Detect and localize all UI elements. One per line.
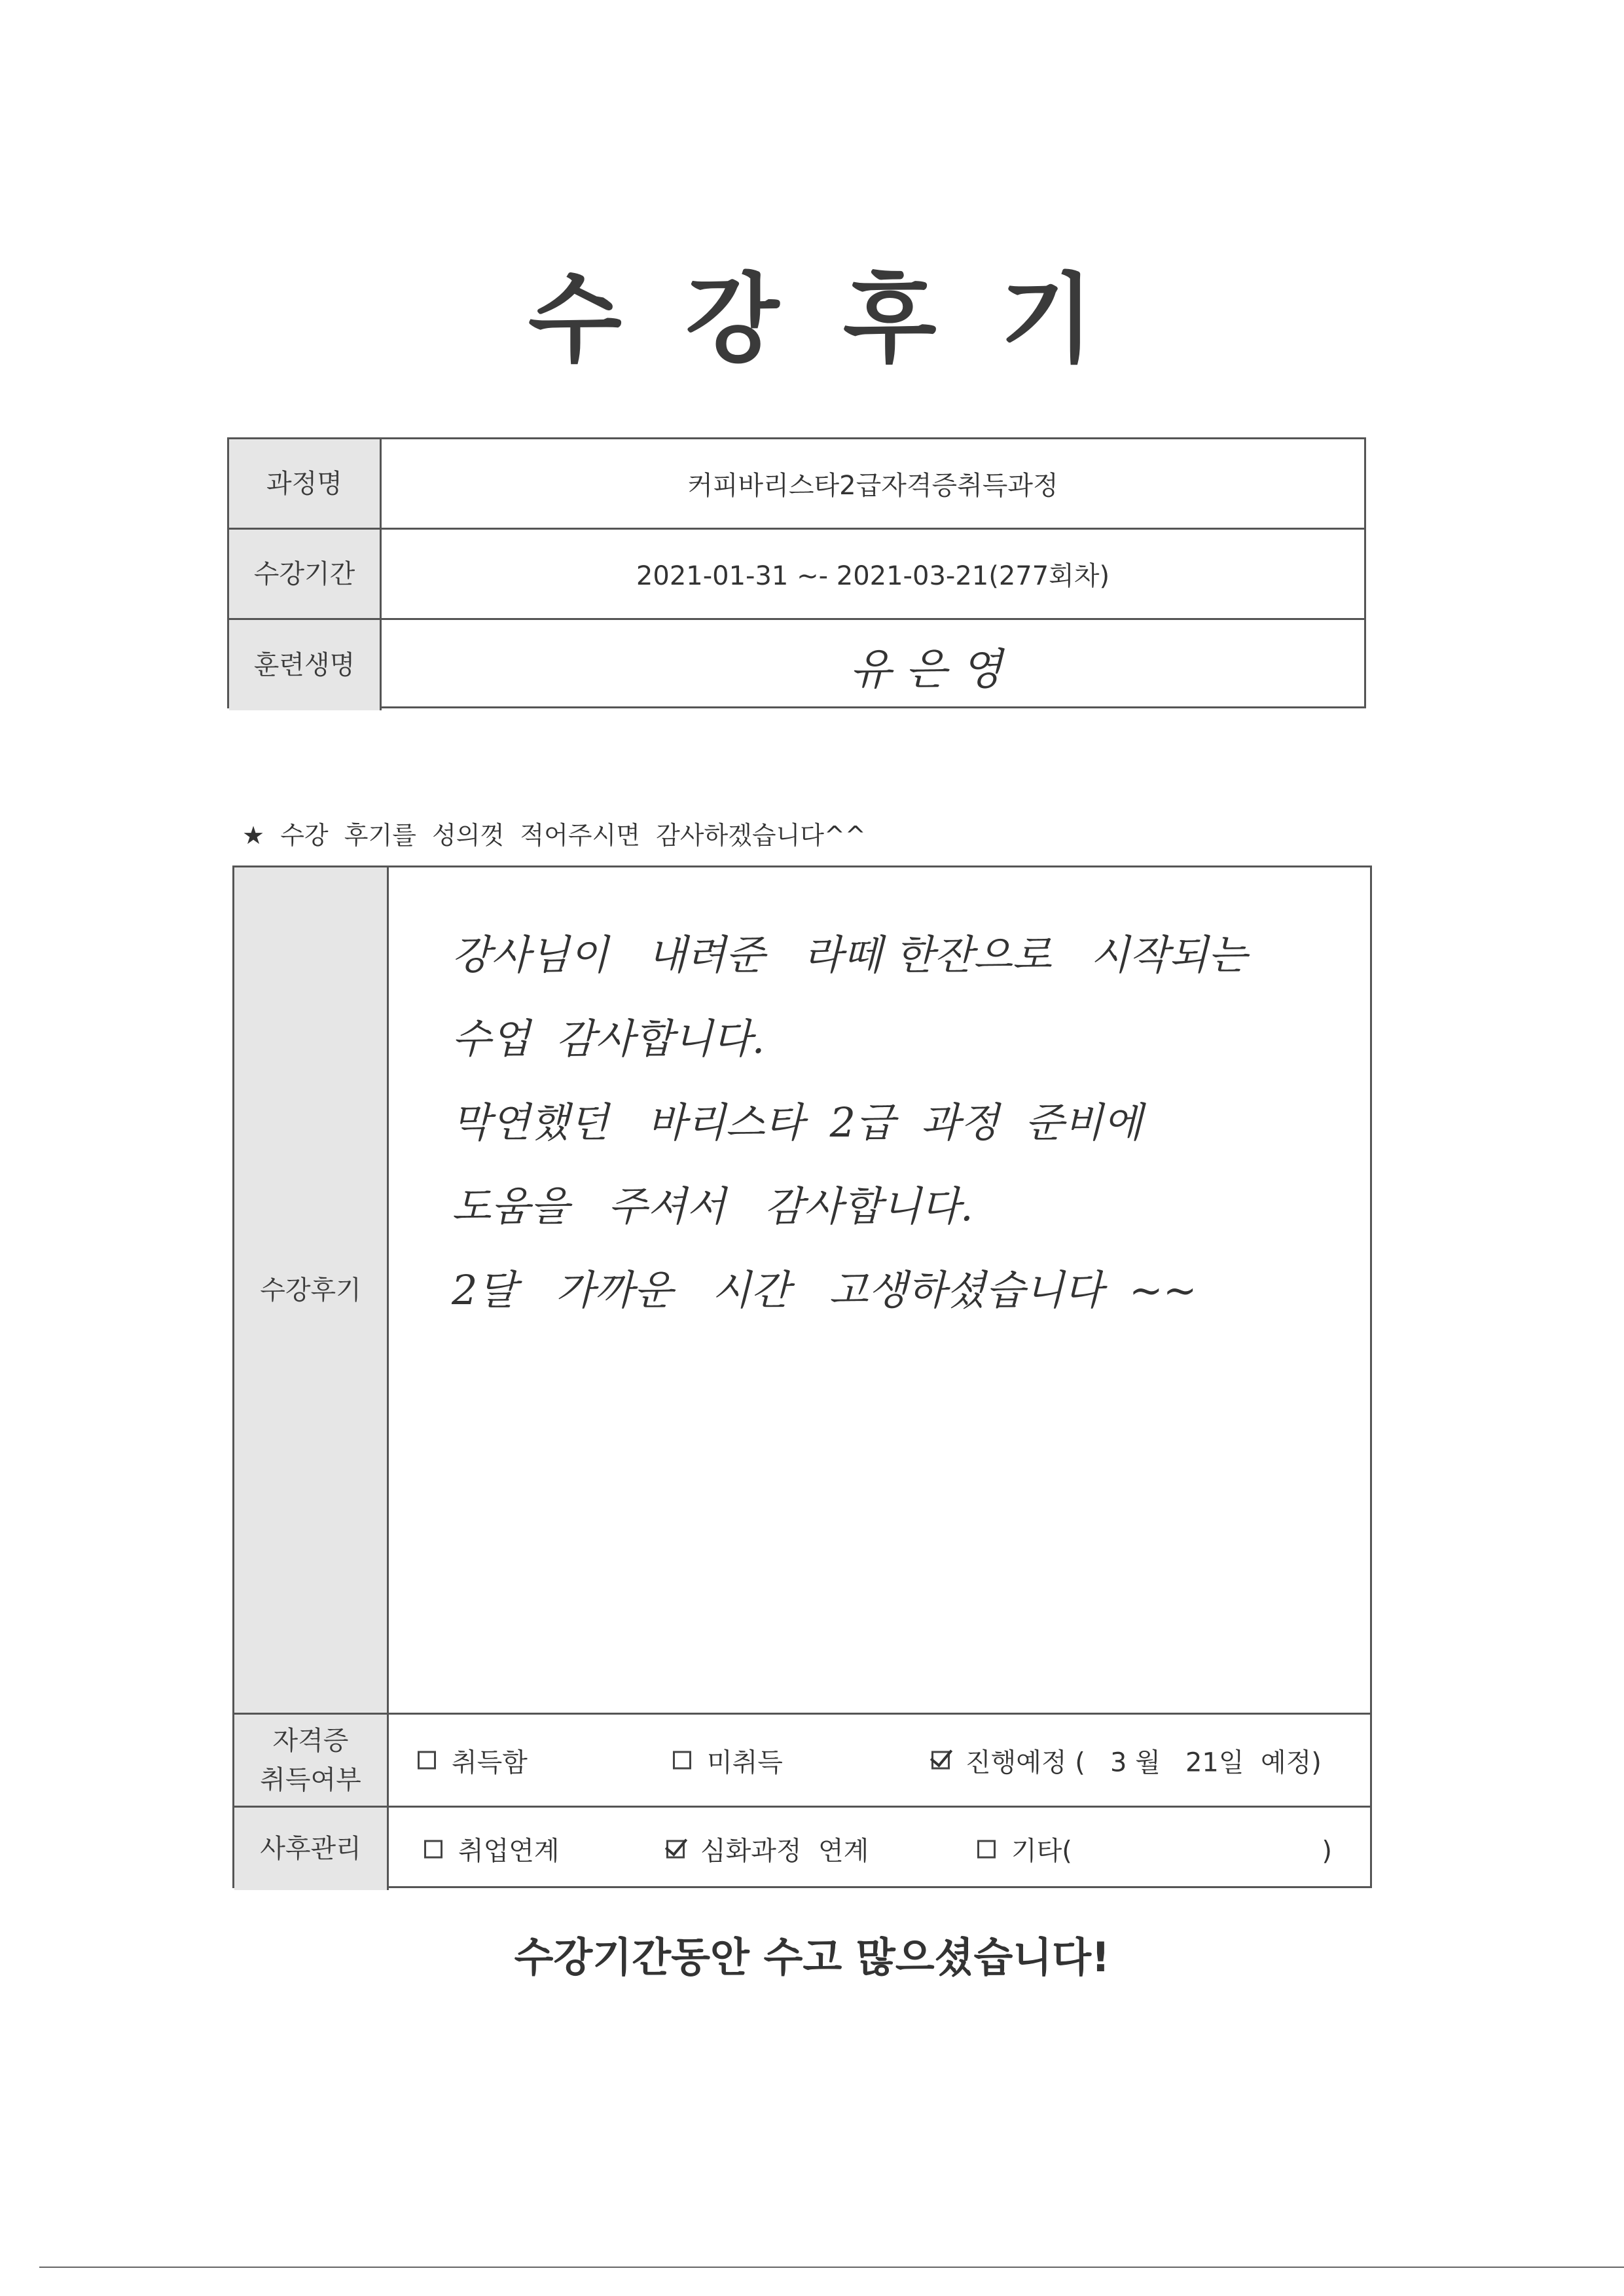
aftercare-option-employment[interactable]	[424, 1831, 560, 1868]
course-info-table	[227, 437, 1366, 708]
checkbox-checked-icon	[666, 1840, 685, 1858]
course-row	[229, 439, 1364, 530]
footer-divider	[39, 2267, 1624, 2268]
review-label: 수강후기	[234, 867, 389, 1713]
option-label: 기타( )	[1011, 1836, 1332, 1867]
trainee-name-field[interactable]	[382, 620, 1364, 710]
option-label: 심화과정 연계	[700, 1836, 869, 1867]
page-title: 수 강 후 기	[528, 263, 1096, 376]
option-label: 취업연계	[458, 1836, 560, 1867]
trainee-row	[229, 620, 1364, 710]
review-line: 수업 감사합니다.	[452, 1015, 765, 1063]
certificate-label	[234, 1715, 389, 1806]
certificate-label-line1: 자격증	[272, 1725, 349, 1756]
checkbox-checked-icon	[931, 1751, 950, 1770]
period-value: 2021-01-31 ~- 2021-03-21(277회차)	[636, 561, 1110, 591]
trainee-label: 훈련생명	[229, 620, 382, 710]
certificate-label-line2: 취득여부	[260, 1764, 361, 1795]
course-value: 커피바리스타2급자격증취득과정	[687, 471, 1058, 501]
certificate-row	[234, 1715, 1370, 1808]
certificate-option-acquired[interactable]	[418, 1741, 528, 1779]
aftercare-option-advanced-course[interactable]	[666, 1831, 869, 1868]
period-row	[229, 530, 1364, 620]
option-label: 미취득	[707, 1747, 783, 1777]
review-handwritten-text	[452, 913, 1247, 1332]
course-label: 과정명	[229, 439, 382, 528]
review-line: 도움을 주셔서 감사합니다.	[452, 1182, 973, 1230]
notice-text: ★ 수강 후기를 성의껏 적어주시면 감사하겠습니다^^	[242, 821, 866, 850]
aftercare-label: 사후관리	[234, 1808, 389, 1890]
checkbox-icon	[418, 1751, 436, 1770]
review-line: 막연했던 바리스타 2급 과정 준비에	[452, 1099, 1143, 1146]
checkbox-icon	[424, 1840, 442, 1858]
option-label: 취득함	[452, 1747, 528, 1777]
closing-message: 수강기간동안 수고 많으셨습니다!	[514, 1933, 1110, 1981]
certificate-option-in-progress[interactable]	[931, 1741, 1322, 1779]
certificate-option-not-acquired[interactable]	[673, 1741, 783, 1779]
period-label: 수강기간	[229, 530, 382, 618]
trainee-name-handwritten: 유 은 영	[850, 644, 1003, 695]
aftercare-row	[234, 1808, 1370, 1890]
option-label: 진행예정 ( 3 월 21일 예정)	[965, 1747, 1322, 1777]
checkbox-icon	[673, 1751, 691, 1770]
checkbox-icon	[977, 1840, 996, 1858]
review-line: 2달 가까운 시간 고생하셨습니다 ~~	[452, 1266, 1197, 1314]
aftercare-option-other[interactable]	[977, 1831, 1332, 1868]
review-line: 강사님이 내려준 라떼 한잔으로 시작되는	[452, 931, 1248, 979]
